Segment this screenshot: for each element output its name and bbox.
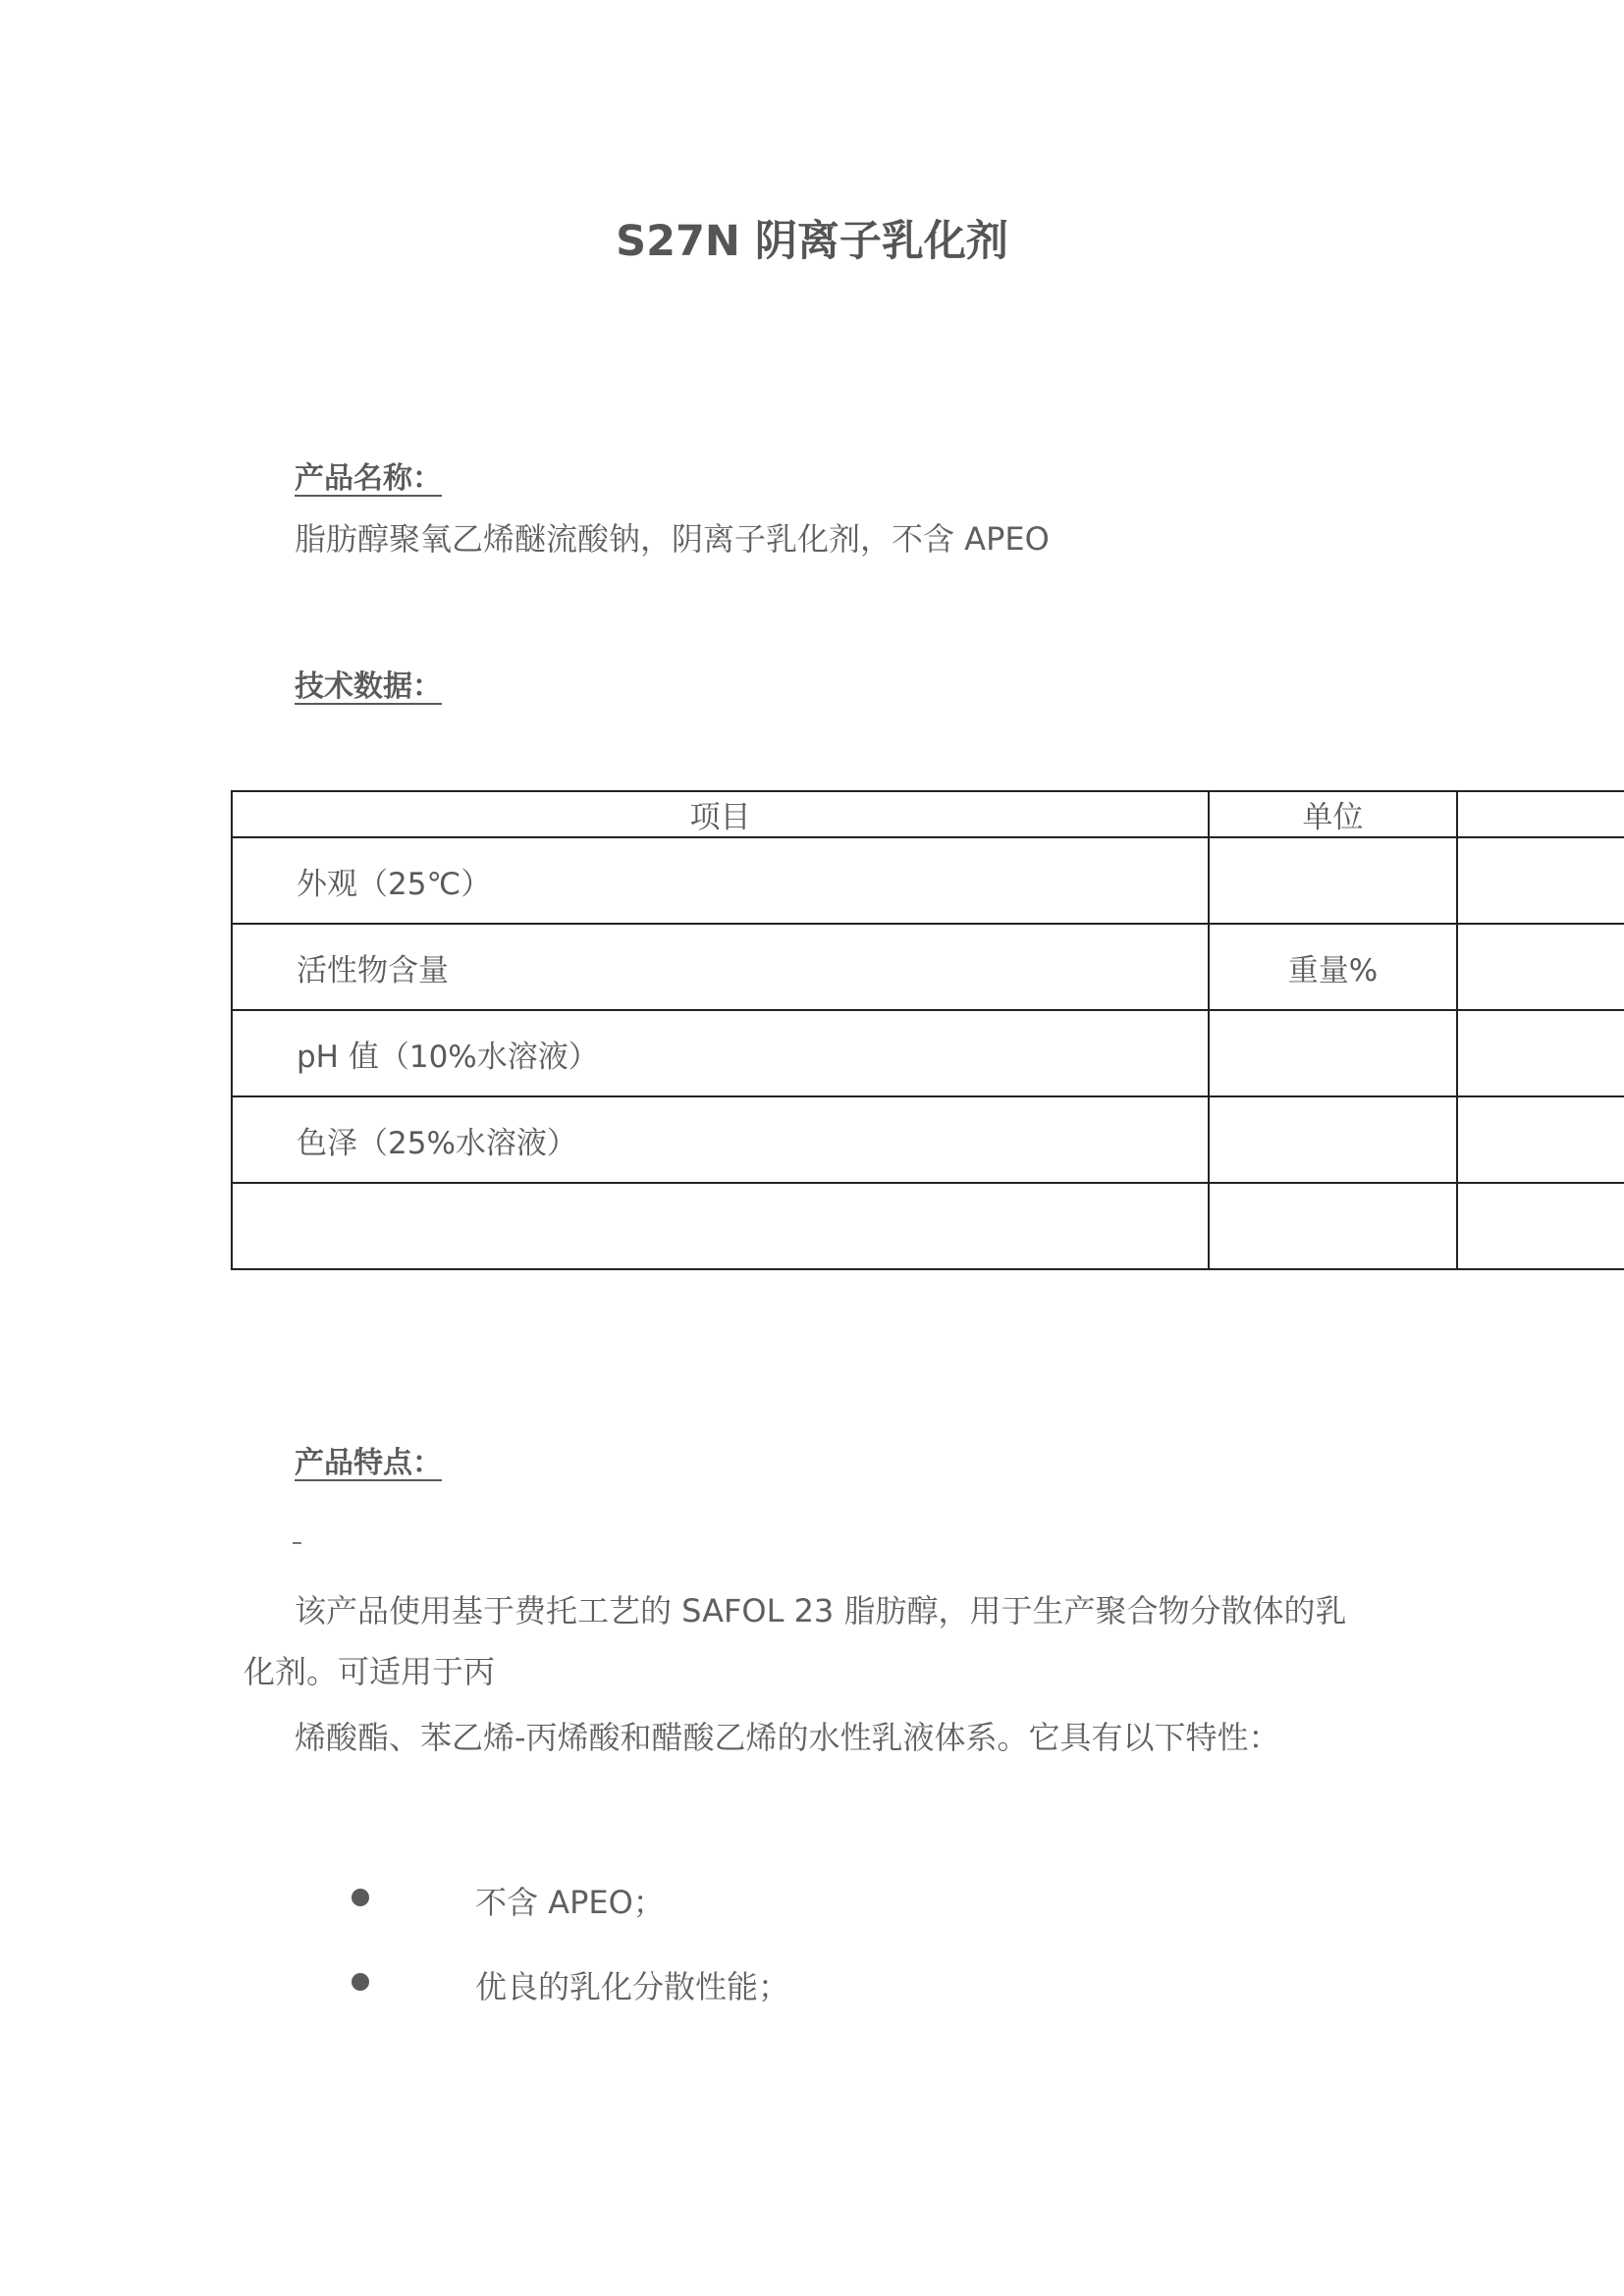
table-cell-item: 色泽（25%水溶液） (232, 1096, 1209, 1183)
tech-data-heading: 技术数据： (295, 669, 442, 704)
table-cell-value (1457, 1096, 1624, 1183)
table-cell-unit (1209, 1010, 1457, 1096)
table-cell-item: pH 值（10%水溶液） (232, 1010, 1209, 1096)
table-row (232, 1096, 1624, 1183)
table-cell-value (1457, 1183, 1624, 1269)
table-cell-unit (1209, 1183, 1457, 1269)
table-row (232, 1183, 1624, 1269)
features-heading: 产品特点： (295, 1446, 442, 1480)
table-cell-value (1457, 837, 1624, 924)
table-cell-item (232, 1183, 1209, 1269)
document-title: S27N 阴离子乳化剂 (616, 217, 1008, 266)
table-header-unit: 单位 (1209, 791, 1457, 837)
dash-mark (293, 1542, 301, 1544)
bullet-icon (352, 1889, 369, 1906)
table-row (232, 924, 1624, 1010)
table-cell-item: 外观（25℃） (232, 837, 1209, 924)
table-header-row (232, 791, 1624, 837)
features-paragraph-line: 化剂。可适用于丙 (244, 1653, 496, 1690)
table-header-item: 项目 (232, 791, 1209, 837)
product-name-heading: 产品名称： (295, 461, 442, 496)
features-paragraph-line: 烯酸酯、苯乙烯-丙烯酸和醋酸乙烯的水性乳液体系。它具有以下特性： (295, 1719, 1280, 1756)
bullet-icon (352, 1973, 369, 1991)
list-item-text: 优良的乳化分散性能； (475, 1968, 790, 2005)
table-row (232, 1010, 1624, 1096)
table-cell-unit (1209, 1096, 1457, 1183)
table-header-value (1457, 791, 1624, 837)
features-paragraph-line: 该产品使用基于费托工艺的 SAFOL 23 脂肪醇，用于生产聚合物分散体的乳 (295, 1592, 1347, 1629)
table-row (232, 837, 1624, 924)
table-cell-value (1457, 924, 1624, 1010)
table-cell-unit: 重量% (1209, 924, 1457, 1010)
list-item-text: 不含 APEO； (475, 1884, 665, 1921)
product-name-text: 脂肪醇聚氧乙烯醚流酸钠，阴离子乳化剂，不含 APEO (295, 520, 1050, 558)
table-cell-value (1457, 1010, 1624, 1096)
table-cell-unit (1209, 837, 1457, 924)
tech-data-table (231, 790, 1624, 1270)
table-cell-item: 活性物含量 (232, 924, 1209, 1010)
